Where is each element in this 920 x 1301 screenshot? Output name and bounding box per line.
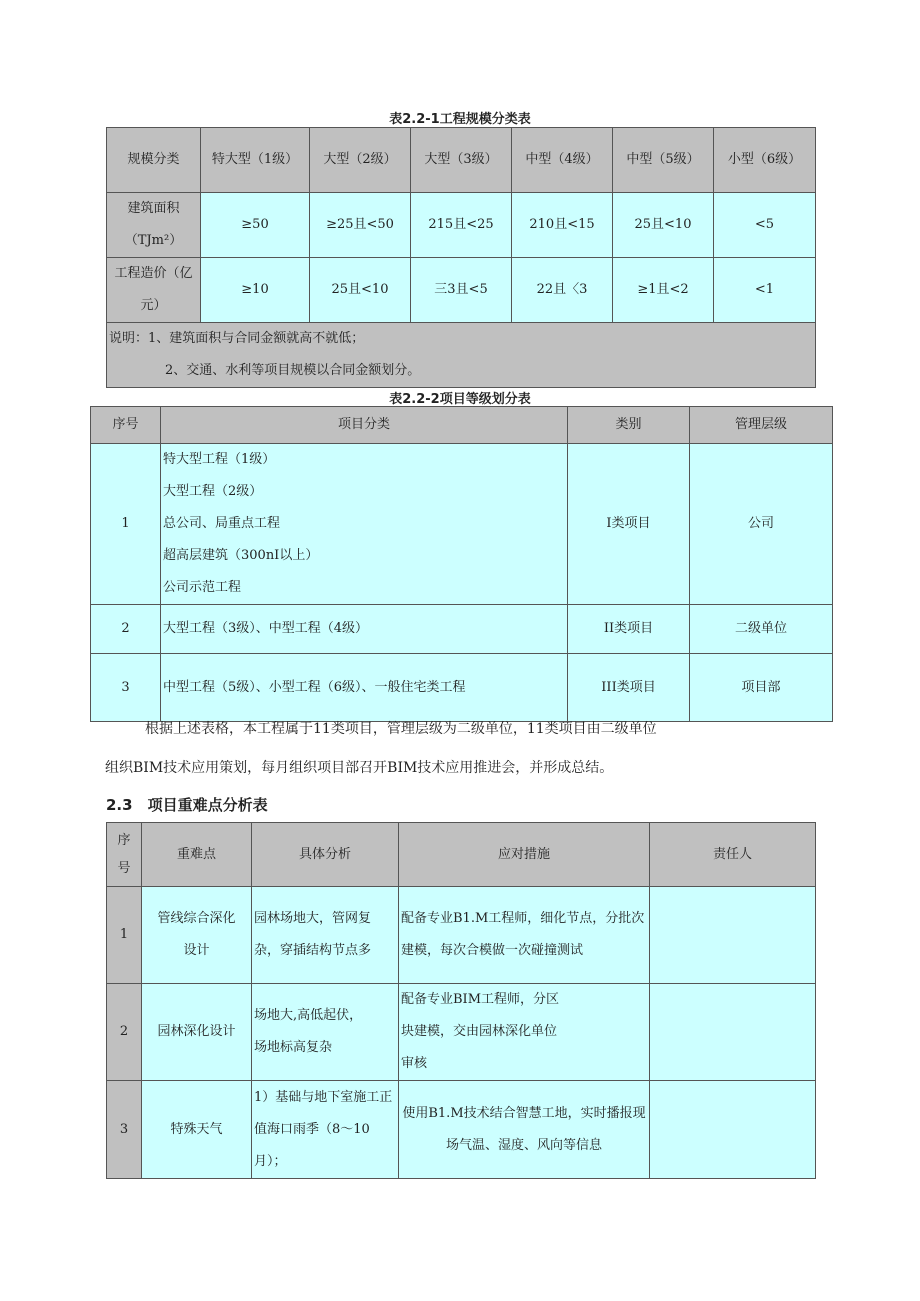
cell: 管线综合深化设计: [142, 887, 252, 984]
scale-table: [106, 127, 816, 388]
header-cell: 具体分析: [252, 823, 399, 887]
cell: II类项目: [568, 605, 690, 654]
cell: I类项目: [568, 444, 690, 605]
cell: 使用B1.M技术结合智慧工地，实时播报现场气温、湿度、风向等信息: [399, 1081, 650, 1179]
paragraph-line: 组织BIM技术应用策划，每月组织项目部召开BIM技术应用推进会，并形成总结。: [105, 760, 614, 776]
list-item: 超高层建筑（300nI以上）: [163, 548, 319, 563]
header-cell: 项目分类: [161, 407, 568, 444]
section-heading: 2.3 项目重难点分析表: [106, 796, 268, 814]
cell: <1: [714, 258, 816, 323]
cell: 1: [107, 887, 142, 984]
header-cell: 大型（2级）: [310, 128, 411, 193]
header-cell: 重难点: [142, 823, 252, 887]
header-cell: 序号: [91, 407, 161, 444]
cell: ≥50: [201, 193, 310, 258]
cell: 二级单位: [690, 605, 833, 654]
cell: III类项目: [568, 654, 690, 722]
table-note: [107, 323, 816, 388]
cell: 1: [91, 444, 161, 605]
table2-title: 表2.2-2项目等级划分表: [389, 392, 531, 407]
cell: <5: [714, 193, 816, 258]
cell: ≥25且<50: [310, 193, 411, 258]
cell: 25且<10: [310, 258, 411, 323]
header-cell: 中型（4级）: [512, 128, 613, 193]
header-cell: 序号: [107, 823, 142, 887]
cell: 公司: [690, 444, 833, 605]
cell: [161, 444, 568, 605]
header-cell: 中型（5级）: [613, 128, 714, 193]
difficulty-table: [106, 822, 816, 1179]
cell: 特殊天气: [142, 1081, 252, 1179]
list-item: 特大型工程（1级）: [163, 452, 276, 467]
cell: 中型工程（5级）、小型工程（6级）、一般住宅类工程: [161, 654, 568, 722]
list-item: 总公司、局重点工程: [163, 516, 281, 531]
cell: 大型工程（3级）、中型工程（4级）: [161, 605, 568, 654]
cell: 210且<15: [512, 193, 613, 258]
grade-table: [90, 406, 833, 722]
header-cell: 管理层级: [690, 407, 833, 444]
cell: 2: [107, 984, 142, 1081]
header-cell: 规模分类: [107, 128, 201, 193]
cell: 园林深化设计: [142, 984, 252, 1081]
cell: 22且〈3: [512, 258, 613, 323]
list-item: 公司示范工程: [163, 580, 242, 595]
cell: [650, 887, 816, 984]
cell: [650, 984, 816, 1081]
cell: 3: [91, 654, 161, 722]
cell: 三3且<5: [411, 258, 512, 323]
cell: 215且<25: [411, 193, 512, 258]
cell: 2: [91, 605, 161, 654]
list-item: 大型工程（2级）: [163, 484, 263, 499]
header-cell: 责任人: [650, 823, 816, 887]
paragraph-line: 根据上述表格，本工程属于11类项目，管理层级为二级单位，11类项目由二级单位: [145, 721, 657, 737]
cell: 项目部: [690, 654, 833, 722]
header-cell: 大型（3级）: [411, 128, 512, 193]
cell: 配备专业B1.M工程师，细化节点，分批次建模，每次合模做一次碰撞测试: [399, 887, 650, 984]
cell: 1）基础与地下室施工正值海口雨季（8～10月）；: [252, 1081, 399, 1179]
note-line: 说明：1、建筑面积与合同金额就高不就低；: [109, 331, 365, 346]
row-label: 建筑面积（TJm²）: [107, 193, 201, 258]
cell: 园林场地大，管网复杂，穿插结构节点多: [252, 887, 399, 984]
cell: 25且<10: [613, 193, 714, 258]
cell: ≥1且<2: [613, 258, 714, 323]
cell: 3: [107, 1081, 142, 1179]
table1-title: 表2.2-1工程规模分类表: [389, 112, 531, 127]
header-cell: 特大型（1级）: [201, 128, 310, 193]
header-cell: 类别: [568, 407, 690, 444]
cell: 场地大,高低起伏，场地标高复杂: [252, 984, 399, 1081]
note-line: 2、交通、水利等项目规模以合同金额划分。: [165, 363, 421, 378]
row-label: 工程造价（亿元）: [107, 258, 201, 323]
header-cell: 应对措施: [399, 823, 650, 887]
cell: 配备专业BIM工程师，分区块建模，交由园林深化单位审核: [399, 984, 650, 1081]
cell: ≥10: [201, 258, 310, 323]
header-cell: 小型（6级）: [714, 128, 816, 193]
cell: [650, 1081, 816, 1179]
